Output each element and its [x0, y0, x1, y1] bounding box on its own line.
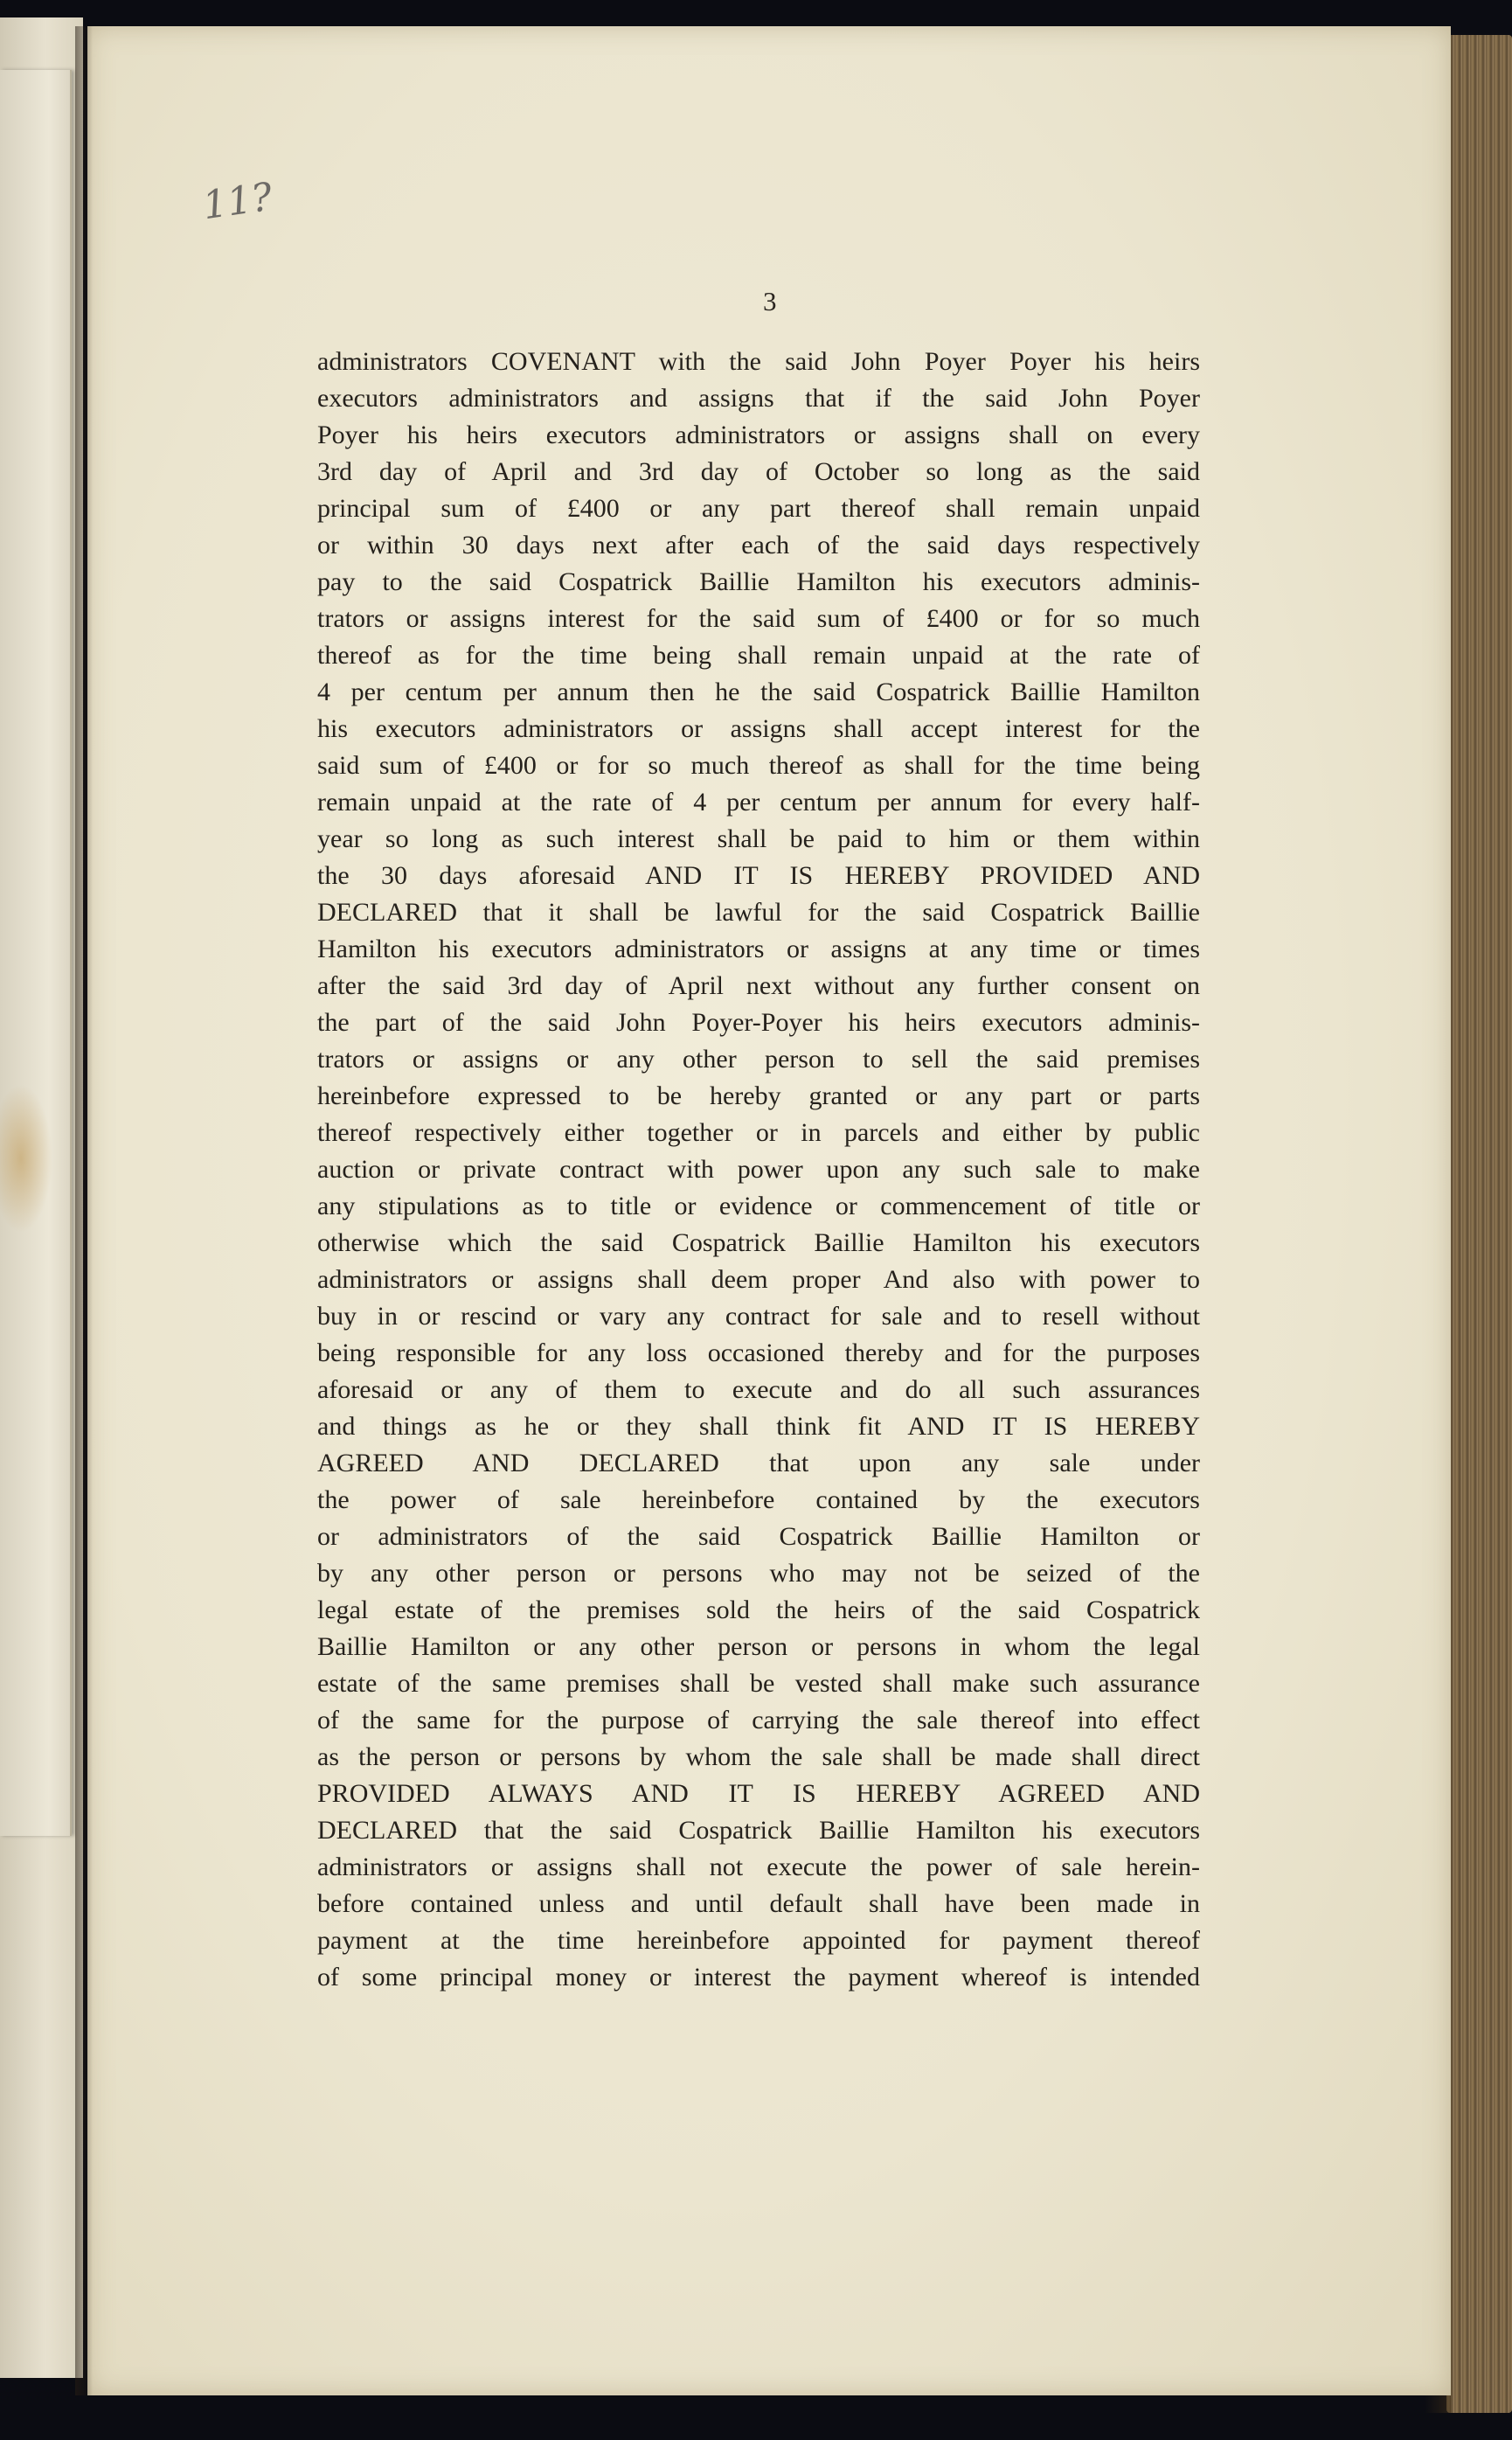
- text-line: executors administrators and assigns that if the said John Poyer: [317, 384, 1200, 413]
- paper-stain: [0, 1084, 52, 1233]
- text-line: DECLARED that the said Cospatrick Baillie Hamilton his executors: [317, 1816, 1200, 1845]
- text-line: by any other person or persons who may not be seized of the: [317, 1559, 1200, 1588]
- text-line: administrators COVENANT with the said John Poyer Poyer his heirs: [317, 347, 1200, 376]
- text-line: said sum of £400 or for so much thereof as shall for the time being: [317, 751, 1200, 780]
- text-line: the part of the said John Poyer-Poyer his heirs executors adminis-: [317, 1008, 1200, 1037]
- text-line: of some principal money or interest the payment whereof is intended: [317, 1963, 1200, 1992]
- text-line: Poyer his heirs executors administrators or assigns shall on every: [317, 421, 1200, 449]
- text-line: any stipulations as to title or evidence or commencement of title or: [317, 1192, 1200, 1220]
- text-line: Hamilton his executors administrators or assigns at any time or times: [317, 935, 1200, 963]
- text-line: legal estate of the premises sold the heirs of the said Cospatrick: [317, 1595, 1200, 1624]
- text-line: thereof respectively either together or in parcels and either by public: [317, 1118, 1200, 1147]
- facing-page-flap: [0, 70, 72, 1836]
- text-line: or administrators of the said Cospatrick Baillie Hamilton or: [317, 1522, 1200, 1551]
- text-line: pay to the said Cospatrick Baillie Hamilton his executors adminis-: [317, 567, 1200, 596]
- text-line: estate of the same premises shall be vested shall make such assurance: [317, 1669, 1200, 1698]
- text-line: buy in or rescind or vary any contract for sale and to resell without: [317, 1302, 1200, 1331]
- text-line: administrators or assigns shall not execute the power of sale herein-: [317, 1853, 1200, 1881]
- text-line: his executors administrators or assigns shall accept interest for the: [317, 714, 1200, 743]
- text-line: hereinbefore expressed to be hereby granted or any part or parts: [317, 1081, 1200, 1110]
- text-line: 3rd day of April and 3rd day of October so long as the said: [317, 457, 1200, 486]
- text-line: of the same for the purpose of carrying the sale thereof into effect: [317, 1706, 1200, 1734]
- text-line: trators or assigns interest for the said sum of £400 or for so much: [317, 604, 1200, 633]
- body-text: [317, 344, 1200, 1996]
- text-line: aforesaid or any of them to execute and do all such assurances: [317, 1375, 1200, 1404]
- text-line: after the said 3rd day of April next without any further consent on: [317, 971, 1200, 1000]
- gutter-shadow: [75, 26, 93, 2395]
- text-line: DECLARED that it shall be lawful for the said Cospatrick Baillie: [317, 898, 1200, 927]
- text-line: PROVIDED ALWAYS AND IT IS HEREBY AGREED AND: [317, 1779, 1200, 1808]
- text-line: or within 30 days next after each of the said days respectively: [317, 531, 1200, 560]
- text-line: remain unpaid at the rate of 4 per centum per annum for every half-: [317, 788, 1200, 817]
- text-line: principal sum of £400 or any part thereof shall remain unpaid: [317, 494, 1200, 523]
- text-line: the 30 days aforesaid AND IT IS HEREBY PROVIDED AND: [317, 861, 1200, 890]
- text-line: being responsible for any loss occasioned thereby and for the purposes: [317, 1338, 1200, 1367]
- text-line: administrators or assigns shall deem proper And also with power to: [317, 1265, 1200, 1294]
- page-number: 3: [763, 286, 777, 316]
- text-line: AGREED AND DECLARED that upon any sale under: [317, 1449, 1200, 1477]
- pencil-margin-note: 11?: [199, 174, 275, 229]
- text-line: the power of sale hereinbefore contained by the executors: [317, 1485, 1200, 1514]
- text-line: and things as he or they shall think fit AND IT IS HEREBY: [317, 1412, 1200, 1441]
- text-line: 4 per centum per annum then he the said Cospatrick Baillie Hamilton: [317, 678, 1200, 706]
- text-line: as the person or persons by whom the sale shall be made shall direct: [317, 1742, 1200, 1771]
- text-line: year so long as such interest shall be paid to him or them within: [317, 824, 1200, 853]
- text-line: otherwise which the said Cospatrick Baillie Hamilton his executors: [317, 1228, 1200, 1257]
- text-line: before contained unless and until default shall have been made in: [317, 1889, 1200, 1918]
- text-line: thereof as for the time being shall remain unpaid at the rate of: [317, 641, 1200, 670]
- text-line: payment at the time hereinbefore appointed for payment thereof: [317, 1926, 1200, 1955]
- text-line: trators or assigns or any other person to sell the said premises: [317, 1045, 1200, 1074]
- text-line: Baillie Hamilton or any other person or persons in whom the legal: [317, 1632, 1200, 1661]
- book-page-edges: [1446, 35, 1512, 2413]
- text-line: auction or private contract with power upon any such sale to make: [317, 1155, 1200, 1184]
